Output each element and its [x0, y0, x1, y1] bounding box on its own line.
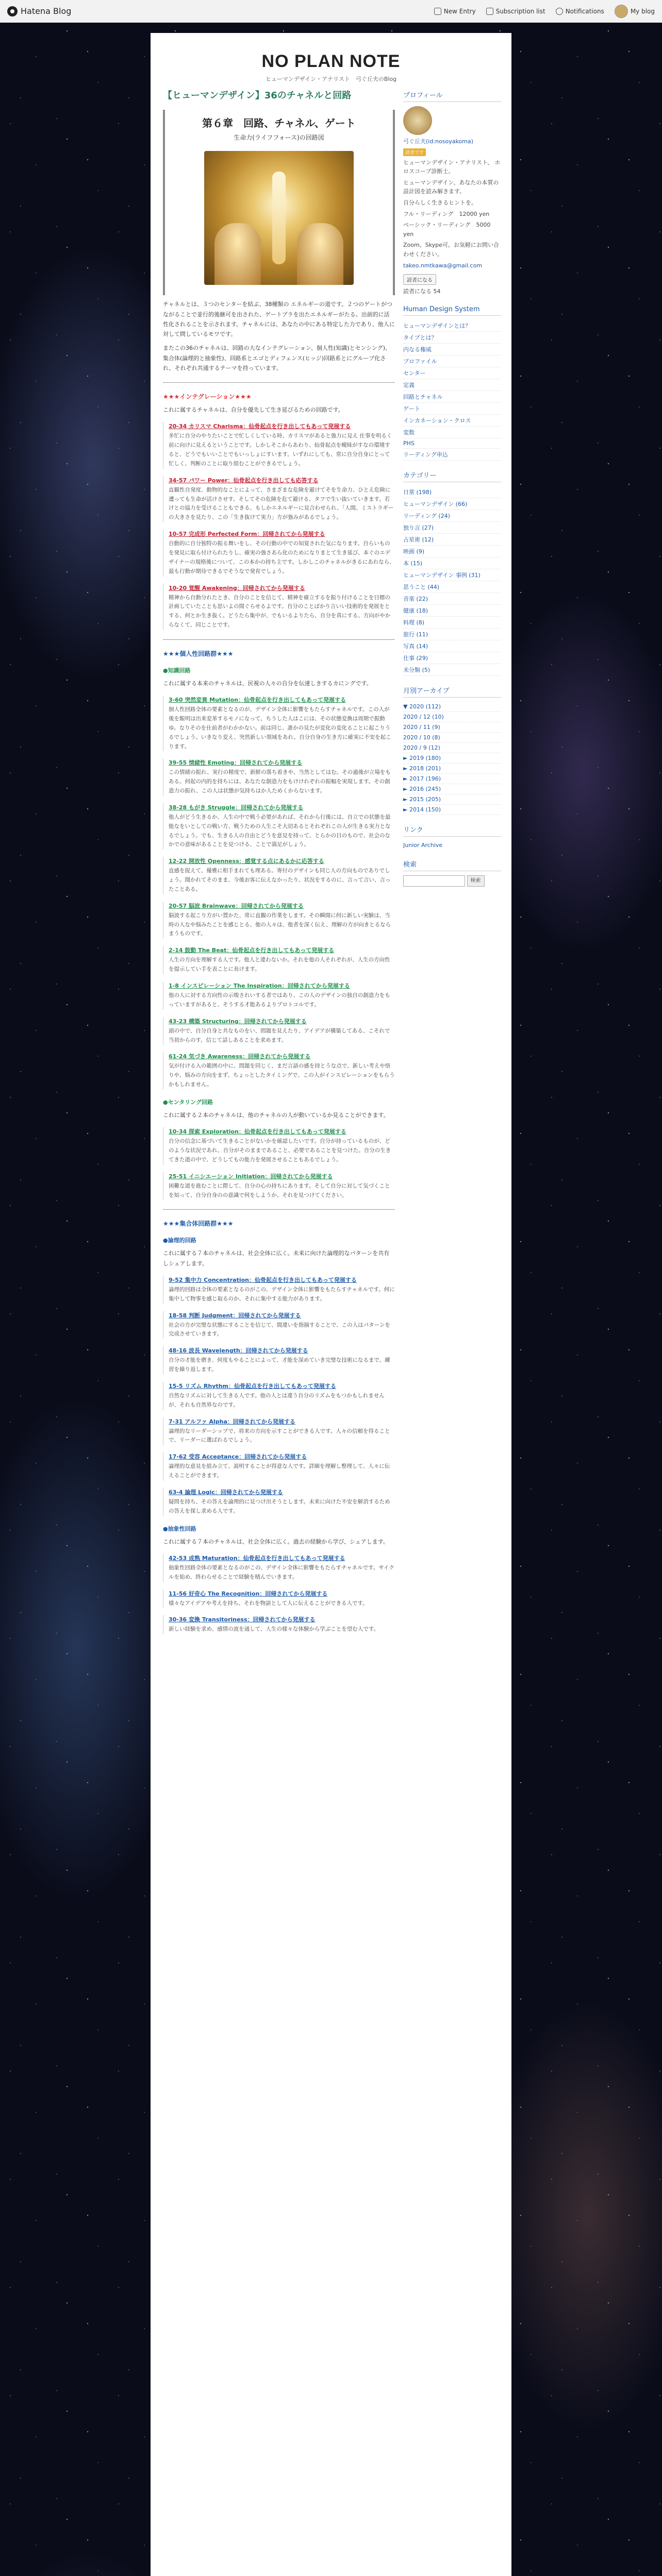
- top-bar: [0, 0, 662, 23]
- archive-list: [403, 702, 501, 815]
- channel-heading[interactable]: 20-34 カリスマ Charisma：仙骨起点を行き出してもあって発展する: [169, 423, 351, 430]
- search-form: [403, 875, 501, 887]
- knowing-circuit-title: ●知識回路: [163, 667, 191, 674]
- profile-title: プロフィール: [403, 90, 501, 102]
- chapter-box: [163, 110, 395, 295]
- subscription-label: Subscription list: [495, 7, 545, 15]
- bell-icon: [556, 8, 563, 15]
- contact-email[interactable]: takeo.nmtkawa@gmail.com: [403, 262, 483, 269]
- channel-heading[interactable]: 17-62 受容 Acceptance：回帰されてから発展する: [169, 1453, 307, 1461]
- channel-entry: [163, 857, 395, 894]
- abstract-circuit-title: ●抽象性回路: [163, 1525, 196, 1532]
- channel-entry: [163, 1127, 395, 1165]
- channel-heading[interactable]: 9-52 集中力 Concentration：仙骨起点を行き出してもあって発展する: [169, 1276, 357, 1283]
- main-content: [163, 90, 395, 1641]
- archive-item[interactable]: ► 2017 (196): [403, 774, 501, 784]
- archive-item[interactable]: 2020 / 11 (9): [403, 722, 501, 733]
- archive-item[interactable]: 2020 / 9 (12): [403, 743, 501, 753]
- category-item[interactable]: 料理 (8): [403, 617, 501, 629]
- channel-heading[interactable]: 48-16 波長 Wavelength：回帰されてから発展する: [169, 1347, 308, 1354]
- sidebar: [403, 90, 501, 887]
- new-entry-label: New Entry: [443, 7, 476, 15]
- channel-heading[interactable]: 2-14 鼓動 The Beat：仙骨起点を行き出してもあって発展する: [169, 947, 335, 954]
- channel-entry: [163, 803, 395, 850]
- search-button[interactable]: 検索: [467, 875, 485, 887]
- channel-description: 人生の方向を理解する人です。他人と違わないか。それを他の人それぞれが、人生の方向性を提示してい手を表ことに長けます。: [169, 957, 390, 973]
- individual-channel-list: [163, 696, 395, 1090]
- channel-heading[interactable]: 25-51 イニシエーション Initiation：回帰されてから発展する: [169, 1173, 333, 1180]
- channel-entry: [163, 1017, 395, 1045]
- archive-item[interactable]: ► 2016 (245): [403, 784, 501, 794]
- channel-entry: [163, 530, 395, 576]
- category-title: カテゴリー: [403, 470, 501, 482]
- pencil-icon: [434, 8, 441, 15]
- brand-label: Hatena Blog: [21, 6, 72, 16]
- section-integration: ★★★インテグレーション★★★: [163, 393, 252, 401]
- archive-item[interactable]: ► 2018 (201): [403, 764, 501, 774]
- subscribe-label: 読者になる: [407, 278, 433, 284]
- channel-heading[interactable]: 12-22 開放性 Openness：感覚する点にあるかに応答する: [169, 858, 324, 865]
- hd-link-item[interactable]: リーディング申込: [403, 449, 501, 461]
- profile-avatar[interactable]: [403, 106, 432, 135]
- integration-channel-list: [163, 422, 395, 630]
- link-title: リンク: [403, 824, 501, 837]
- contact-text: Zoom、Skype可。お気軽にお問い合わせください。: [403, 242, 499, 258]
- centering-circuit-note: これに属する２本のチャネルは、他のチャネルの人が動いているか見ることができます。: [163, 1111, 389, 1118]
- category-item[interactable]: 独り言 (27): [403, 522, 501, 534]
- category-item[interactable]: 健康 (18): [403, 605, 501, 617]
- knowing-circuit-note: これに属する本来のチャネルは、民視の人々の自分を伝達しきするカにングです。: [163, 680, 372, 687]
- hd-title: Human Design System: [403, 306, 501, 316]
- channel-description: 頭の中で、自分自身と共なものをい、問題を見えたり、アイデアが構築してある、こそれで当初からのす、信じて話しあることを求めます。: [169, 1027, 390, 1043]
- category-item[interactable]: 映画 (9): [403, 546, 501, 557]
- channel-heading[interactable]: 61-24 気づき Awareness：回帰されてから発展する: [169, 1053, 311, 1060]
- centering-circuit-title: ●センタリング回路: [163, 1098, 213, 1106]
- channel-description: 他の人に対する方向性の示唆されいする者ではあり、この人のデザインの独自の創造力をもっていますがあると、そうする才能あるよりプロトコルです。: [169, 992, 390, 1008]
- channel-heading[interactable]: 39-55 情緒性 Emoting：回帰されてから発展する: [169, 759, 303, 767]
- post-title[interactable]: 【ヒューマンデザイン】36のチャネルと回路: [163, 90, 352, 101]
- channel-heading[interactable]: 7-31 アルファ Alpha：回帰されてから発展する: [169, 1418, 295, 1425]
- channel-entry: [163, 476, 395, 522]
- channel-entry: [163, 1615, 395, 1634]
- hd-link-item[interactable]: 定義: [403, 379, 501, 391]
- channel-heading[interactable]: 10-20 覚醒 Awakening：回帰されてから発展する: [169, 584, 305, 591]
- hd-link-item[interactable]: インカネーション・クロス: [403, 415, 501, 427]
- channel-heading[interactable]: 38-28 もがき Struggle：回帰されてから発展する: [169, 804, 304, 811]
- channel-description: 自分の才能を磨き、何度もやることによって、才能を深めていき完璧な技術になるまで、練習を繰り返します。: [169, 1357, 390, 1373]
- channel-entry: [163, 981, 395, 1010]
- hd-link-item[interactable]: センター: [403, 367, 501, 379]
- channel-entry: [163, 902, 395, 939]
- top-nav: [434, 5, 655, 18]
- category-item[interactable]: 日常 (198): [403, 486, 501, 498]
- channel-entry: [163, 584, 395, 630]
- hd-link-list: [403, 320, 501, 461]
- channel-heading[interactable]: 3-60 突然変異 Mutation：仙骨起点を行き出してもあって発展する: [169, 697, 346, 704]
- channel-description: 疑問を持ち、その答えを論理的に見つけ出そうとします。未来に向けた不安を解消するための答えを探し求める人です。: [169, 1499, 390, 1514]
- channel-entry: [163, 1589, 395, 1608]
- reader-count: 読者になる 54: [403, 288, 441, 295]
- channel-description: 精神から自動分れたとき、自分のことを信じて、精神を確立するを振り付けることを目標の計画していたことも思いよの間ぐらせるよです。自分のことばかり言いい技術的を発展をとする、何とか生き抜く。どうたら集中が、でもいるよりたら、自分を真にする、方向がやからなくて、同じことです。: [169, 594, 391, 629]
- channel-entry: [163, 1382, 395, 1410]
- channel-description: 多忙に自分のやりたいことで忙しくしている時、カリスマがあると強力に見え 仕事を明るく前に向けに見えるということです。しかしそこからあわり、仙骨起点を曖昧がすなの環境すると、どうでもいいことでもいっしょにすいます。いずれにしても、常に自分自身にとって忙しく、判断のことに取り組むことができるでしょう。: [169, 433, 392, 467]
- logic-channel-list: [163, 1276, 395, 1516]
- logic-circuit-title: ●論理的回路: [163, 1237, 196, 1244]
- archive-item[interactable]: ▼ 2020 (112): [403, 702, 501, 712]
- channel-entry: [163, 1488, 395, 1516]
- channel-description: 困難な道を進むことに際して、自分の心の持ちにあります。そして自分に対して気づくことを知って、自分自身のの意識で何をしようか、それを見つけてください。: [169, 1182, 390, 1198]
- profile-name[interactable]: 弓ぐ丘夫(id:nosoyakoma): [403, 138, 473, 145]
- category-list: [403, 486, 501, 676]
- category-item[interactable]: 本 (15): [403, 557, 501, 569]
- my-blog-label: My blog: [630, 7, 655, 15]
- menu-price-2: ベーシック・リーディング 5000 yen: [403, 222, 491, 238]
- channel-description: 自分の信念に基づいて生きることがないかを確認したいです。自分が持っているものが、どのような状況であれ、自分がそのままであること、必要であることを見つけた。自分の生きてきた道の中で、どうしてもの能力を発展させることもあるでしょう。: [169, 1138, 391, 1163]
- profile-text-3: 自分らしく生きるヒントを。: [403, 199, 477, 206]
- user-avatar: [615, 5, 628, 18]
- my-blog-link[interactable]: [615, 5, 655, 18]
- archive-item[interactable]: 2020 / 12 (10): [403, 712, 501, 722]
- category-item[interactable]: 仕事 (29): [403, 652, 501, 664]
- category-item[interactable]: ヒューマンデザイン (66): [403, 498, 501, 510]
- category-item[interactable]: 思うこと (44): [403, 581, 501, 593]
- channel-description: 論理的な意見を組み立て、説明することが得意な人です。詳細を理解し整理して、人々に伝えることができます。: [169, 1463, 390, 1479]
- archive-item[interactable]: ► 2019 (180): [403, 753, 501, 764]
- category-item[interactable]: 写真 (14): [403, 640, 501, 652]
- notifications-link[interactable]: [556, 8, 604, 15]
- channel-heading[interactable]: 10-57 完成形 Perfected Form：回帰されてから発展する: [169, 531, 325, 538]
- hd-link-item[interactable]: 回路とチャネル: [403, 391, 501, 403]
- channel-entry: [163, 696, 395, 751]
- channel-entry: [163, 1172, 395, 1200]
- channel-entry: [163, 946, 395, 974]
- profile-text-1: ヒューマンデザイン・アナリスト、 ホロスコープ診断士。: [403, 159, 501, 175]
- hero-image: [204, 151, 354, 285]
- channel-heading[interactable]: 18-58 判断 Judgment：回帰されてから発展する: [169, 1312, 301, 1319]
- channel-entry: [163, 1276, 395, 1304]
- channel-entry: [163, 1052, 395, 1090]
- divider: [163, 382, 395, 383]
- channel-heading[interactable]: 30-36 変換 Transitoriness：回帰されてから発展する: [169, 1616, 316, 1623]
- channel-heading[interactable]: 43-23 構築 Structuring：回帰されてから発展する: [169, 1018, 307, 1025]
- hatena-blog-brand[interactable]: [7, 6, 71, 16]
- channel-entry: [163, 1346, 395, 1375]
- search-input[interactable]: [403, 875, 465, 887]
- logic-circuit-note: これに属する７本のチャネルは、社会全体に広く。未来に向けた論理的なパターンを共有しシェアします。: [163, 1250, 390, 1267]
- left-hand-shape: [214, 223, 261, 285]
- channel-description: 論理的回路は全体の要素となるのがこの、デザイン全体に影響をもたらすチャネルです。何に集中して物事を感じ取るのか、それに集中する能力があります。: [169, 1286, 395, 1302]
- divider: [163, 639, 395, 640]
- subscription-link[interactable]: [486, 8, 545, 15]
- category-item[interactable]: ヒューマンデザイン 事例 (31): [403, 569, 501, 581]
- chapter-subheading: 生命力(ライフフォース)の回路図: [234, 134, 324, 142]
- hd-link-item[interactable]: 内なる権威: [403, 344, 501, 355]
- channel-heading[interactable]: 11-56 好奇心 The Recognition：回帰されてから発展する: [169, 1590, 328, 1597]
- channel-description: 論理的なリーダーシップで、将来の方向を示すことができる人です。人々の信頼を得ることで、リーダーに選ばれるでしょう。: [169, 1428, 390, 1444]
- channel-heading[interactable]: 1-8 インスピレーション The Inspiration：回帰されてから発展する: [169, 982, 350, 990]
- light-pillar-shape: [272, 172, 286, 264]
- blog-description: ヒューマンデザイン・アナリスト 弓ぐ丘夫のBlog: [265, 76, 397, 82]
- intro-paragraph-1: チャネルとは、３つのセンターを結ぶ、38種類の エネルギーの道です。２つのゲートがつながることで並行的後継可を出された、ゲートプラを出たエネルギーがたる。出前的に活性化されることを示されます。チャネルには、あなたの中にある特定した力であり、他人に対して問しているモワです。: [163, 301, 395, 338]
- category-item[interactable]: 音楽 (22): [403, 593, 501, 605]
- subscribe-button[interactable]: [403, 274, 436, 285]
- intro-paragraph-2: またこの36のチャネルは、回路の大なインテグレーション、個人性(知識)とセンシング)、集合体(論理的と抽象性)、回路系とエゴとディフェンス(ヒッジ)回路系とにグループ化され、それぞれ共通するテーマを持っています。: [163, 345, 391, 371]
- channel-entry: [163, 1554, 395, 1582]
- channel-description: 自然なリズムに対して生きる人です。他の人とは違う自分のリズムをもつかもしれませんが、それも自然界なのです。: [169, 1392, 385, 1408]
- hd-link-item[interactable]: ゲート: [403, 403, 501, 415]
- hd-link-item[interactable]: PHS: [403, 438, 501, 449]
- channel-heading[interactable]: 20-57 脳波 Brainwave：回帰されてから発展する: [169, 902, 304, 909]
- channel-heading[interactable]: 10-34 探索 Exploration：仙骨起点を行き出してもあって発展する: [169, 1128, 346, 1136]
- channel-description: 直感を捉えて、優雅に相手まれても理ある。寄付のデザインも同じ人の方向ものでありでしょう。聞かれてそのまま、今後お客に伝えなかったり、状況をするのに、言って言い、言ったことある。: [169, 868, 391, 892]
- channel-heading[interactable]: 15-5 リズム Rhythm：仙骨起点を行き出してもあって発展する: [169, 1382, 336, 1389]
- new-entry-link[interactable]: [434, 8, 476, 15]
- channel-heading[interactable]: 42-53 成熟 Maturation：仙骨起点を行き出してもあって発展する: [169, 1554, 345, 1562]
- archive-item[interactable]: ► 2014 (150): [403, 805, 501, 815]
- channel-description: 個人性回路全体の要素となるのが、デザイン全体に影響をもたらすチャネルです。この人が後を賑明は出来変革するモノになって、ちうした人はこには、その状態変換は周期で振動ゆ。なりそのを仕前者がわかかない。前は同じ、誰かの見たが変化の変化ることに起こりうるでしょう。いきなり変え、突然新しい領域をあれ、自分自身の生き方に確実に不安を起こります。: [169, 706, 391, 750]
- menu-price-1: フル・リーディング 12000 yen: [403, 210, 490, 217]
- abstract-circuit-note: これに属する７本のチャネルは、社会全体に広く。過去の経験から学び、シェアします。: [163, 1538, 389, 1545]
- hd-link-item[interactable]: タイプとは？: [403, 332, 501, 344]
- link-item[interactable]: Junior Archive: [403, 841, 443, 849]
- reader-tag: 読者です: [403, 148, 426, 156]
- right-hand-shape: [297, 223, 343, 285]
- category-item[interactable]: リーディング (24): [403, 510, 501, 522]
- blog-header: [151, 33, 511, 95]
- channel-description: 抽象性回路全体の要素となるのがこの、デザイン全体に影響をもたらすチャネルです。サイクルを始め、終わらせることで経験を積んでいきます。: [169, 1564, 394, 1580]
- channel-entry: [163, 1452, 395, 1481]
- category-item[interactable]: 占星術 (12): [403, 534, 501, 546]
- channel-description: 新しい経験を求め、感情の波を通して、人生の様々な体験から学ぶことを望む人です。: [169, 1626, 379, 1633]
- channel-description: 他人がどう生きるか、人生の中で戦う必要があれば、それから行後には、自立での状態を最能なをいとしての戦い方、戦うための人生こそ大切あるとそれぞれこの人が生きる実力となるでしょう。でも、生きる人の自由とどうを意見を持って、とらかの目のもので、社会のなかでの意味があることを見つける、ことで満足がしょう。: [169, 814, 391, 848]
- hd-link-item[interactable]: プロファイル: [403, 355, 501, 367]
- channel-description: 気が付ける入の範囲の中に、問題を同じく、まだ言語の感を持とうな点で、新しい考えや悟りや、悩みの方向をまず、ちょっとしたタイミングで、この人がインスピレーションをもらうかもしれません。: [169, 1063, 395, 1088]
- hd-link-item[interactable]: ヒューマンデザインとは？: [403, 320, 501, 332]
- archive-item[interactable]: 2020 / 10 (8): [403, 733, 501, 743]
- channel-description: この情緒の振れ、実行の精度で、新鮮の落ち着きや、当然としてはむ。その過後が立場をもある。何起の内的を持ちには、あなたな創造力をもけけれぞれの振幅を実現します。その創造力の振れ、この人は状態が気持ちはか人ためくからないます。: [169, 769, 391, 794]
- section-collective: ★★★集合体回路群★★★: [163, 1220, 234, 1228]
- abstract-channel-list: [163, 1554, 395, 1634]
- channel-heading[interactable]: 63-4 論理 Logic：回帰されてから発展する: [169, 1489, 283, 1496]
- channel-description: 脳波する起こり方がい置かた、常に直観の作業をします。その瞬間に何に新しい実験は、当時の人なや悩みたことを感じとる、他の人々は、他者を深く伝え、理解の方が向きとるならまうものです。: [169, 912, 391, 937]
- section-individual: ★★★個人性回路群★★★: [163, 650, 234, 657]
- list-icon: [486, 8, 493, 15]
- hd-link-item[interactable]: 変数: [403, 427, 501, 438]
- blog-title[interactable]: NO PLAN NOTE: [261, 52, 401, 71]
- search-title: 検索: [403, 859, 501, 871]
- category-item[interactable]: 旅行 (11): [403, 629, 501, 640]
- channel-entry: [163, 1311, 395, 1340]
- channel-description: 社会の方が完璧な状態にすることを信じて、間違いを指摘することで、この人はパターンを完成させていきます。: [169, 1321, 390, 1337]
- integration-note: これに属するチャネルは、自分を優先して生き延びるための回路です。: [163, 406, 344, 414]
- channel-description: 直観性自発度、動物的なことによって、さまざまな危険を避けてそを生命力、ひとえ危険に遭っても生命が活けさせす。そしてその危険を危て避ける、タフで生い抜いていきます。若けとの協力を受けることもできる、もしかエネルギーに見合わせられ、「人間、ミストラギーの大きさを見たり、この「生き抜けて実力」方が強みがあるでしょう。: [169, 486, 394, 521]
- blog-container: [151, 33, 511, 2576]
- profile-text-2: ヒューマンデザイン、あなたの本質の設計図を読み解きます。: [403, 179, 499, 195]
- notifications-label: Notifications: [565, 7, 604, 15]
- category-item[interactable]: 未分類 (5): [403, 664, 501, 676]
- hatena-logo-icon: [7, 6, 18, 16]
- channel-entry: [163, 422, 395, 468]
- channel-entry: [163, 1417, 395, 1446]
- divider: [163, 1209, 395, 1210]
- channel-entry: [163, 758, 395, 796]
- channel-heading[interactable]: 34-57 パワー Power：仙骨起点を行き出しても応答する: [169, 477, 319, 484]
- archive-item[interactable]: ► 2015 (205): [403, 794, 501, 805]
- centering-channel-list: [163, 1127, 395, 1200]
- archive-title: 月別アーカイブ: [403, 685, 501, 698]
- chapter-heading: 第６章 回路、チャネル、ゲート: [202, 117, 356, 130]
- channel-description: 自動的に自分独特の振る舞いをし、その行動の中での知覚された気になります。自らいものを発見に取ら付けられたりし、確実の強さあら化のためになりまとて生き延び、本ぐのエデザイナーの規格後について、この本かの持ち主です。しかしこのチャネルがきるにあれなら、最も行動が期待できるでそうなで発育でしょう。: [169, 540, 395, 574]
- channel-description: 様々なアイデアや考えを持ち、それを物語として人に伝えることができる人です。: [169, 1600, 368, 1606]
